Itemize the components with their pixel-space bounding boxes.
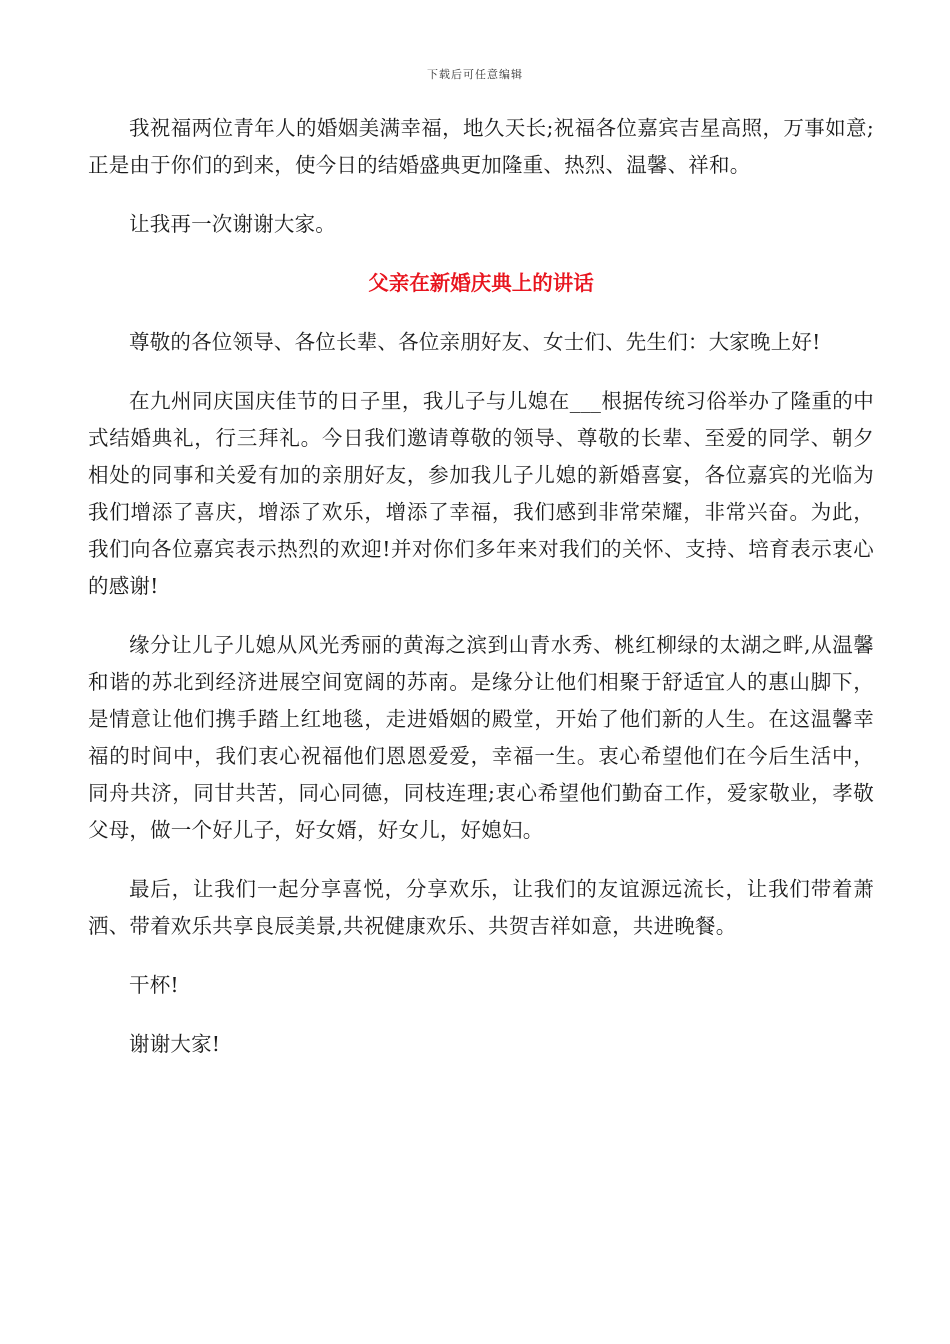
speech-title: 父亲在新婚庆典上的讲话 [368,271,594,295]
paragraph-closing: 最后，让我们一起分享喜悦，分享欢乐，让我们的友谊源远流长，让我们带着萧洒、带着欢乐共享良辰美景,共祝健康欢乐、共贺吉祥如意，共进晚餐。 [88,877,874,938]
header-note: 下载后可任意编辑 [427,68,523,81]
paragraph-welcome: 在九州同庆国庆佳节的日子里，我儿子与儿媳在___根据传统习俗举办了隆重的中式结婚典礼，行三拜礼。今日我们邀请尊敬的领导、尊敬的长辈、至爱的同学、朝夕相处的同事和关爱有加的亲朋好友，参加我儿子儿媳的新婚喜宴，各位嘉宾的光临为我们增添了喜庆，增添了欢乐，增添了幸福，我们感到非常荣耀，非常兴奋。为此，我们向各位嘉宾表示热烈的欢迎!并对你们多年来对我们的关怀、支持、培育表示衷心的感谢! [88,389,874,598]
paragraph-thanks: 让我再一次谢谢大家。 [129,212,336,236]
document-body [88,110,874,1063]
paragraph-blessing: 我祝福两位青年人的婚姻美满幸福，地久天长;祝福各位嘉宾吉星高照，万事如意;正是由于你们的到来，使今日的结婚盛典更加隆重、热烈、温馨、祥和。 [88,116,874,177]
paragraph-toast: 干杯! [129,973,179,997]
paragraph-fate: 缘分让儿子儿媳从风光秀丽的黄海之滨到山青水秀、桃红柳绿的太湖之畔,从温馨和谐的苏北到经济进展空间宽阔的苏南。是缘分让他们相聚于舒适宜人的惠山脚下，是情意让他们携手踏上红地毯，走进婚姻的殿堂，开始了他们新的人生。在这温馨幸福的时间中，我们衷心祝福他们恩恩爱爱，幸福一生。衷心希望他们在今后生活中，同舟共济，同甘共苦，同心同德，同枝连理;衷心希望他们勤奋工作，爱家敬业，孝敬父母，做一个好儿子，好女婿，好女儿，好媳妇。 [88,633,874,842]
paragraph-final-thanks: 谢谢大家! [129,1032,221,1056]
paragraph-greeting: 尊敬的各位领导、各位长辈、各位亲朋好友、女士们、先生们：大家晚上好! [129,330,821,354]
